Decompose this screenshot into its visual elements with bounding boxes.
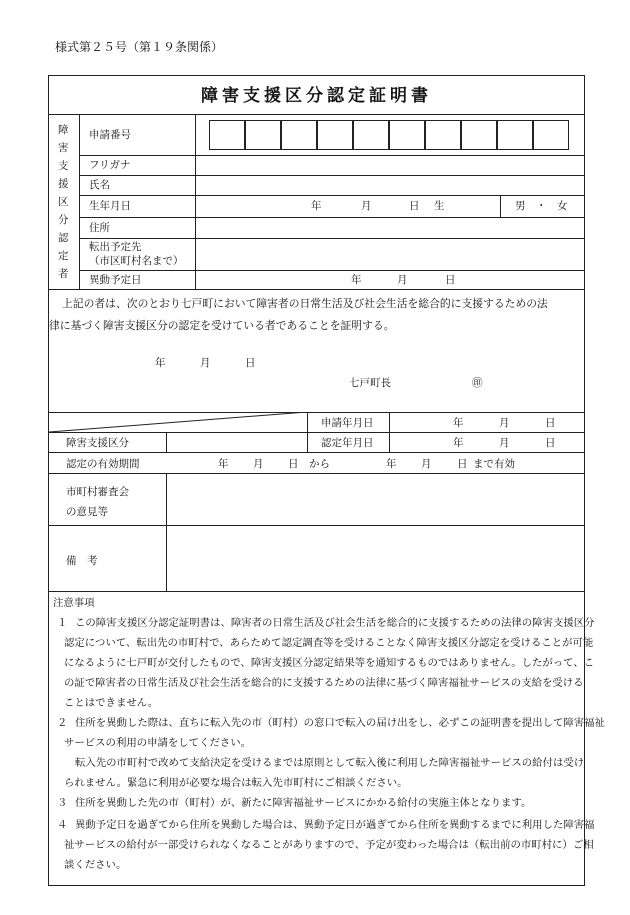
side-label-char: 支 bbox=[58, 160, 69, 172]
note-4-line1: 異動予定日を過ぎてから住所を異動した場合は、異動予定日が過ぎてから住所を異動するまでに利用した障害福 bbox=[75, 819, 595, 831]
appno-box[interactable] bbox=[353, 120, 389, 150]
note-number: ４ bbox=[57, 819, 68, 831]
rule-date-label-right bbox=[389, 412, 390, 452]
appno-box[interactable] bbox=[461, 120, 497, 150]
appno-box[interactable] bbox=[281, 120, 317, 150]
rule-committee bbox=[49, 525, 584, 526]
side-label-char: 障 bbox=[58, 124, 69, 136]
remarks-label: 備 考 bbox=[66, 555, 98, 567]
birth-year-unit: 年 bbox=[311, 200, 322, 212]
valid-to-year-unit: 年 bbox=[386, 458, 397, 470]
committee-label: 市町村審査会 bbox=[66, 486, 129, 498]
appno-box[interactable] bbox=[497, 120, 533, 150]
note-2-line4: られません。緊急に利用が必要な場合は転入先市町村にご相談ください。 bbox=[64, 777, 408, 789]
appdate-day-unit: 日 bbox=[545, 417, 556, 429]
committee-label-sub: の意見等 bbox=[66, 506, 108, 518]
side-label-char: 者 bbox=[58, 268, 69, 280]
valid-to-month-unit: 月 bbox=[421, 458, 432, 470]
certificate-form bbox=[48, 75, 585, 592]
birth-day-unit: 日 bbox=[409, 200, 420, 212]
valid-to-day-unit: 日 bbox=[457, 458, 468, 470]
note-1-line2: 認定について、転出先の市町村で、あらためて認定調査等を受けることなく障害支援区分認定を受けることが可能 bbox=[64, 637, 594, 649]
note-4-line2: 祉サービスの給付が一部受けられなくなることがありますので、予定が変わった場合は（転出前の市町村に）ご相 bbox=[64, 839, 594, 851]
appdate-year-unit: 年 bbox=[453, 417, 464, 429]
side-label-char: 分 bbox=[58, 214, 69, 226]
rule-furigana bbox=[79, 175, 584, 176]
rule-classification bbox=[49, 452, 584, 453]
seal-mark: ㊞ bbox=[472, 377, 483, 389]
note-number: １ bbox=[57, 617, 68, 629]
side-label-char: 害 bbox=[58, 142, 69, 154]
note-1-line1: この障害支援区分認定証明書は、障害者の日常生活及び社会生活を総合的に支援するための法律の障害支援区分 bbox=[75, 617, 595, 629]
appdate-month-unit: 月 bbox=[499, 417, 510, 429]
valid-from-month-unit: 月 bbox=[253, 458, 264, 470]
side-label-char: 援 bbox=[58, 178, 69, 190]
rule-address bbox=[79, 238, 584, 239]
note-2-line3: 転入先の市町村で改めて支給決定を受けるまでは原則として転入後に利用した障害福祉サービスの給付は受け bbox=[75, 757, 585, 769]
valid-from-day-unit: 日 bbox=[288, 458, 299, 470]
rule-label-col bbox=[195, 114, 196, 289]
name-label: 氏名 bbox=[89, 179, 110, 191]
form-number: 様式第２５号（第１９条関係） bbox=[55, 40, 224, 54]
move-date-label: 異動予定日 bbox=[89, 274, 142, 286]
diagonal-slash bbox=[49, 412, 308, 433]
rule-destination bbox=[79, 270, 584, 271]
note-2-line1: 住所を異動した際は、直ちに転入先の市（町村）の窓口で転入の届け出をし、必ずこの証明書を提出して障害福祉 bbox=[75, 717, 605, 729]
note-3-line1: 住所を異動した先の市（町村）が、新たに障害福祉サービスにかかる給付の実施主体となります。 bbox=[75, 797, 532, 809]
rule-appno bbox=[79, 155, 584, 156]
rule-side bbox=[79, 114, 80, 289]
address-label: 住所 bbox=[89, 222, 110, 234]
notes-section bbox=[48, 592, 605, 886]
appno-box[interactable] bbox=[245, 120, 281, 150]
appno-box[interactable] bbox=[209, 120, 245, 150]
note-number: ３ bbox=[57, 797, 68, 809]
notes-heading: 注意事項 bbox=[53, 597, 95, 609]
rule-birth bbox=[79, 217, 584, 218]
validity-label: 認定の有効期間 bbox=[66, 458, 140, 470]
note-number: ２ bbox=[57, 717, 68, 729]
appno-box[interactable] bbox=[389, 120, 425, 150]
classification-label: 障害支援区分 bbox=[66, 437, 129, 449]
move-day-unit: 日 bbox=[445, 274, 456, 286]
note-2-line2: サービスの利用の申請をしてください。 bbox=[64, 737, 252, 749]
issue-month-unit: 月 bbox=[200, 357, 211, 369]
destination-label: 転出予定先 bbox=[89, 241, 142, 253]
note-4-line3: 談ください。 bbox=[64, 859, 127, 871]
note-1-line3: になるように七戸町が交付したもので、障害支援区分認定結果等を通知するものではありません。したがって、こ bbox=[64, 657, 595, 669]
birth-month-unit: 月 bbox=[361, 200, 372, 212]
certdate-day-unit: 日 bbox=[545, 437, 556, 449]
move-month-unit: 月 bbox=[397, 274, 408, 286]
destination-label-sub: （市区町村名まで） bbox=[89, 255, 184, 267]
appno-box[interactable] bbox=[317, 120, 353, 150]
certification-text-line2: 律に基づく障害支援区分の認定を受けている者であることを証明する。 bbox=[49, 319, 395, 332]
birth-suffix: 生 bbox=[434, 200, 445, 212]
furigana-label: フリガナ bbox=[89, 159, 131, 171]
valid-until-text: まで有効 bbox=[473, 458, 515, 470]
rule-title bbox=[49, 114, 584, 115]
certdate-month-unit: 月 bbox=[499, 437, 510, 449]
note-1-line4: の証で障害者の日常生活及び社会生活を総合的に支援するための法律に基づく障害福祉サービスの支給を受ける bbox=[64, 677, 584, 689]
mayor-title: 七戸町長 bbox=[349, 377, 391, 389]
move-year-unit: 年 bbox=[351, 274, 362, 286]
application-date-label: 申請年月日 bbox=[321, 417, 374, 429]
side-label-char: 定 bbox=[58, 250, 69, 262]
appno-box[interactable] bbox=[425, 120, 461, 150]
application-number-label: 申請番号 bbox=[89, 129, 131, 141]
valid-from-text: から bbox=[309, 458, 330, 470]
rule-gender bbox=[500, 195, 501, 217]
rule-classification-col bbox=[166, 432, 167, 452]
side-label-char: 区 bbox=[58, 196, 69, 208]
certdate-year-unit: 年 bbox=[453, 437, 464, 449]
appno-box[interactable] bbox=[533, 120, 569, 150]
rule-name bbox=[79, 195, 584, 196]
issue-day-unit: 日 bbox=[245, 357, 256, 369]
form-title: 障害支援区分認定証明書 bbox=[201, 86, 432, 106]
side-label-char: 認 bbox=[58, 232, 69, 244]
certification-text-line1: 上記の者は、次のとおり七戸町において障害者の日常生活及び社会生活を総合的に支援するための法 bbox=[62, 297, 548, 310]
rule-move bbox=[49, 289, 584, 290]
rule-lower-col bbox=[166, 473, 167, 592]
birthdate-label: 生年月日 bbox=[89, 200, 131, 212]
rule-validity bbox=[49, 473, 584, 474]
note-1-line5: ことはできません。 bbox=[64, 697, 159, 709]
valid-from-year-unit: 年 bbox=[218, 458, 229, 470]
cert-date-label: 認定年月日 bbox=[321, 437, 374, 449]
gender-options[interactable]: 男 ・ 女 bbox=[515, 200, 568, 212]
issue-year-unit: 年 bbox=[155, 357, 166, 369]
